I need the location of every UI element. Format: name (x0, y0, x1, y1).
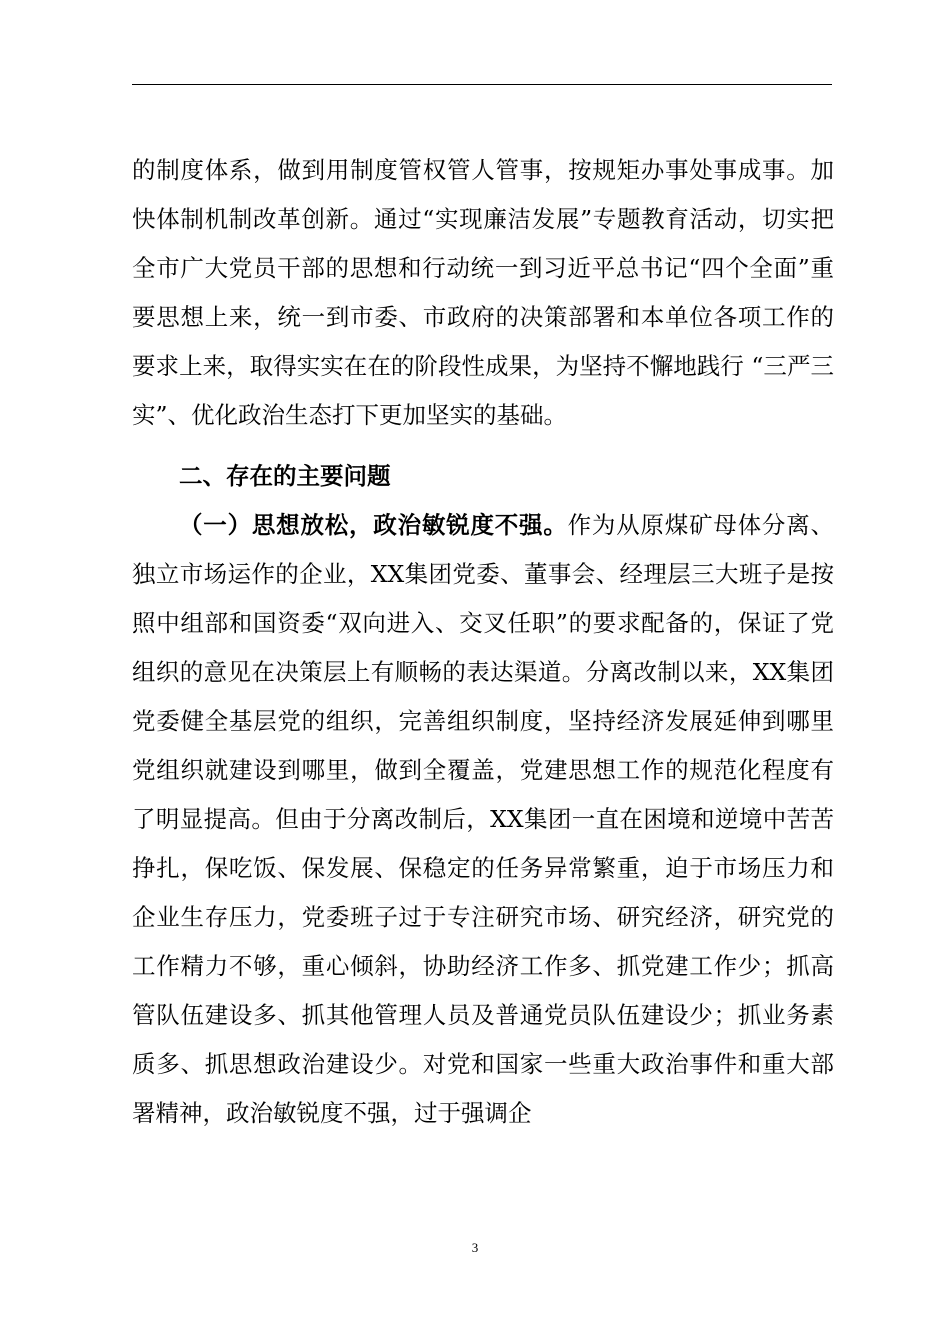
subsection-body: 作为从原煤矿母体分离、独立市场运作的企业，XX集团党委、董事会、经理层三大班子是按照中组部和国资委“双向进入、交叉任职”的要求配备的，保证了党组织的意见在决策层上有顺畅的表达渠道。分离改制以来，XX集团党委健全基层党的组织，完善组织制度，坚持经济发展延伸到哪里党组织就建设到哪里，做到全覆盖，党建思想工作的规范化程度有了明显提高。但由于分离改制后，XX集团一直在困境和逆境中苦苦挣扎，保吃饭、保发展、保稳定的任务异常繁重，迫于市场压力和企业生存压力，党委班子过于专注研究市场、研究经济，研究党的工作精力不够，重心倾斜，协助经济工作多、抓党建工作少；抓高管队伍建设多、抓其他管理人员及普通党员队伍建设少；抓业务素质多、抓思想政治建设少。对党和国家一些重大政治事件和重大部署精神，政治敏锐度不强，过于强调企 (132, 511, 835, 1127)
subsection-paragraph (132, 501, 834, 1138)
document-body (132, 146, 834, 1138)
subsection-lead: （一）思想放松，政治敏锐度不强。 (179, 511, 568, 539)
header-rule (132, 84, 832, 85)
page-number: 3 (471, 1240, 479, 1255)
section-heading: 二、存在的主要问题 (179, 462, 391, 490)
paragraph-continuation: 的制度体系，做到用制度管权管人管事，按规矩办事处事成事。加快体制机制改革创新。通过“实现廉洁发展”专题教育活动，切实把全市广大党员干部的思想和行动统一到习近平总书记“四个全面”重要思想上来，统一到市委、市政府的决策部署和本单位各项工作的要求上来，取得实实在在的阶段性成果，为坚持不懈地践行 “三严三实”、优化政治生态打下更加坚实的基础。 (132, 156, 834, 429)
